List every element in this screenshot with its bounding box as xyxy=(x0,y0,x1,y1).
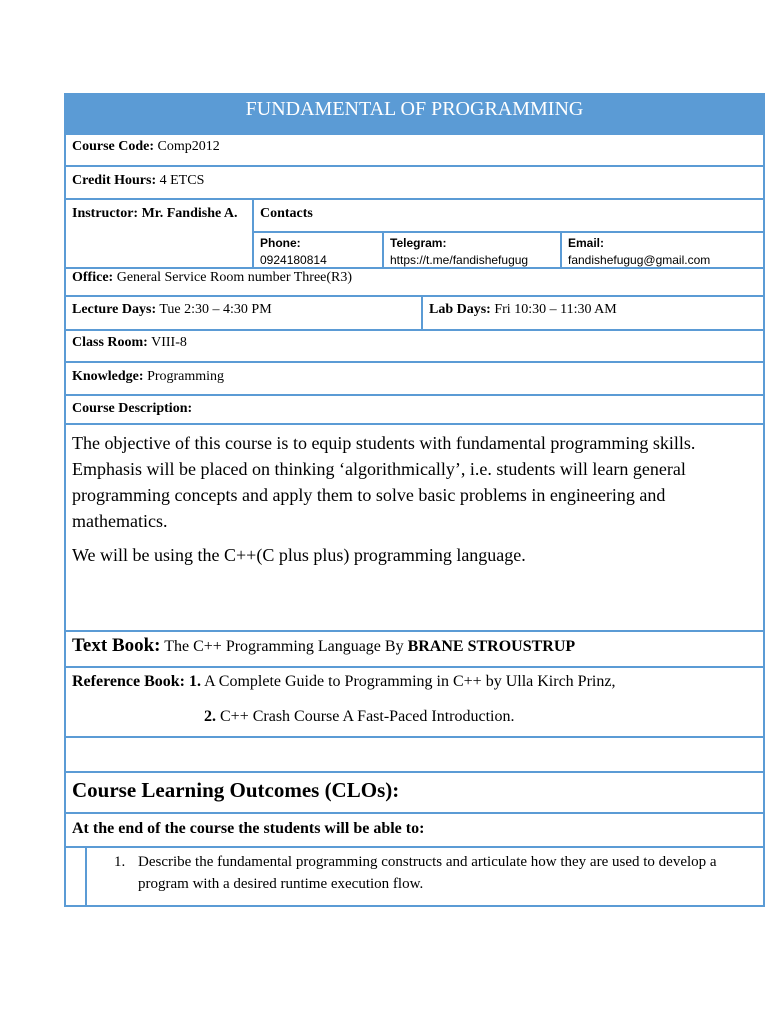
clo-intro-row xyxy=(66,814,763,848)
clo-heading: Course Learning Outcomes (CLOs): xyxy=(72,778,400,802)
description-paragraph-1: The objective of this course is to equip students with fundamental programming skills. Emphasis will be placed on thinking ‘algorithmically’, i.e. students will learn general programming concepts and apply them to solve basic problems in engineering and mathematics. xyxy=(72,433,696,531)
title-row xyxy=(66,95,763,135)
textbook-label: Text Book: xyxy=(72,635,161,656)
lecture-label: Lecture Days: xyxy=(72,302,157,317)
credit-hours-row xyxy=(66,167,763,200)
description-label-row xyxy=(66,396,763,425)
phone-label: Phone: xyxy=(260,236,301,250)
credit-hours-label: Credit Hours: xyxy=(72,173,157,188)
course-code-label: Course Code: xyxy=(72,139,155,154)
clo-item-row xyxy=(66,848,763,905)
knowledge-label: Knowledge: xyxy=(72,369,144,384)
telegram-label: Telegram: xyxy=(390,236,447,250)
instructor-row xyxy=(66,200,763,269)
clo-item-text: Describe the fundamental programming constructs and articulate how they are used to develop a program with a desired runtime execution flow. xyxy=(138,854,717,892)
reference-num-2: 2. xyxy=(204,708,216,725)
description-body xyxy=(66,425,763,632)
reference-item-1: A Complete Guide to Programming in C++ by Ulla Kirch Prinz, xyxy=(201,673,616,690)
lab-label: Lab Days: xyxy=(429,302,491,317)
course-code-row xyxy=(66,135,763,167)
textbook-value: The C++ Programming Language By xyxy=(160,638,408,655)
office-label: Office: xyxy=(72,270,114,285)
email-link[interactable]: fandishefugug@gmail.com xyxy=(568,253,711,267)
credit-hours-value: 4 ETCS xyxy=(156,173,205,188)
description-label: Course Description: xyxy=(72,401,193,416)
email-label: Email: xyxy=(568,236,605,250)
phone-value: 0924180814 xyxy=(260,253,327,267)
clo-item-number: 1. xyxy=(114,854,126,870)
knowledge-value: Programming xyxy=(143,369,225,384)
description-paragraph-2: We will be using the C++(C plus plus) programming language. xyxy=(72,545,526,565)
classroom-label: Class Room: xyxy=(72,335,148,350)
clo-heading-row xyxy=(66,773,763,814)
reference-row xyxy=(66,668,763,738)
empty-row xyxy=(66,738,763,773)
lab-value: Fri 10:30 – 11:30 AM xyxy=(490,302,617,317)
course-info-table xyxy=(64,93,765,907)
telegram-link[interactable]: https://t.me/fandishefugug xyxy=(390,253,529,267)
page-title: FUNDAMENTAL OF PROGRAMMING xyxy=(245,98,584,120)
classroom-row xyxy=(66,331,763,363)
office-row xyxy=(66,269,763,297)
lecture-value: Tue 2:30 – 4:30 PM xyxy=(156,302,272,317)
instructor-label: Instructor: Mr. Fandishe A. xyxy=(72,206,238,221)
schedule-row xyxy=(66,297,763,331)
clo-intro: At the end of the course the students will be able to: xyxy=(72,820,425,837)
textbook-author: BRANE STROUSTRUP xyxy=(407,638,576,655)
contacts-label: Contacts xyxy=(260,206,313,221)
reference-label: Reference Book: 1. xyxy=(72,673,201,690)
reference-item-2: C++ Crash Course A Fast-Paced Introduction. xyxy=(216,708,515,725)
knowledge-row xyxy=(66,363,763,396)
textbook-row xyxy=(66,632,763,668)
office-value: General Service Room number Three(R3) xyxy=(113,270,353,285)
course-code-value: Comp2012 xyxy=(154,139,220,154)
classroom-value: VIII-8 xyxy=(147,335,187,350)
